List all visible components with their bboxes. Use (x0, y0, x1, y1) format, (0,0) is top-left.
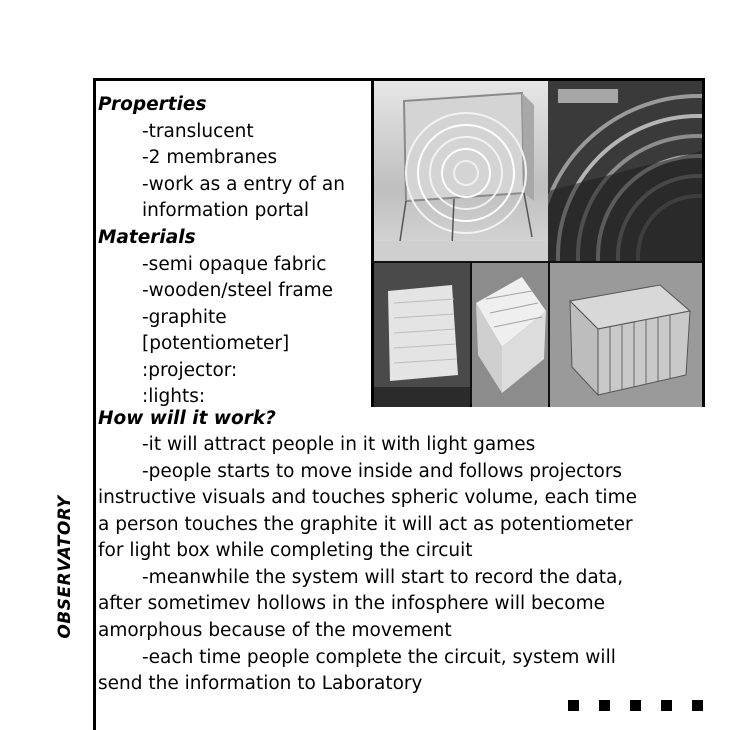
how-line: for light box while completing the circuit (98, 540, 473, 561)
cube-angle-photo (472, 263, 548, 407)
model-front-photo (374, 81, 548, 261)
square-icon (599, 700, 610, 711)
materials-heading: Materials (98, 227, 196, 248)
materials-item: -semi opaque fabric (142, 254, 327, 275)
properties-item: -work as a entry of an (142, 174, 345, 195)
left-border-line (93, 78, 96, 730)
membrane-closeup-photo (548, 81, 702, 261)
materials-item: -graphite (142, 307, 227, 328)
materials-item: [potentiometer] (142, 333, 290, 354)
photo-collage (371, 78, 705, 407)
side-label: OBSERVATORY (55, 495, 75, 639)
properties-heading: Properties (98, 94, 207, 115)
square-icon (630, 700, 641, 711)
square-icon (568, 700, 579, 711)
how-line: -people starts to move inside and follows projectors (142, 461, 623, 482)
properties-item: information portal (142, 200, 310, 221)
how-line: a person touches the graphite it will act as potentiometer (98, 514, 633, 535)
lit-cube-photo (374, 263, 470, 407)
how-line: amorphous because of the movement (98, 620, 452, 641)
top-border-line (93, 78, 375, 81)
materials-item: -wooden/steel frame (142, 280, 334, 301)
materials-item: :projector: (142, 360, 238, 381)
square-icon (661, 700, 672, 711)
materials-item: :lights: (142, 386, 206, 407)
frame-model-photo (550, 263, 702, 407)
properties-item: -translucent (142, 121, 254, 142)
how-heading: How will it work? (98, 408, 276, 429)
square-icon (692, 700, 703, 711)
how-line: instructive visuals and touches spheric volume, each time (98, 487, 637, 508)
how-line: -each time people complete the circuit, system will (142, 647, 616, 668)
how-line: after sometimev hollows in the infosphere will become (98, 593, 606, 614)
how-line: -meanwhile the system will start to record the data, (142, 567, 624, 588)
how-line: send the information to Laboratory (98, 673, 423, 694)
properties-item: -2 membranes (142, 147, 278, 168)
how-line: -it will attract people in it with light games (142, 434, 536, 455)
